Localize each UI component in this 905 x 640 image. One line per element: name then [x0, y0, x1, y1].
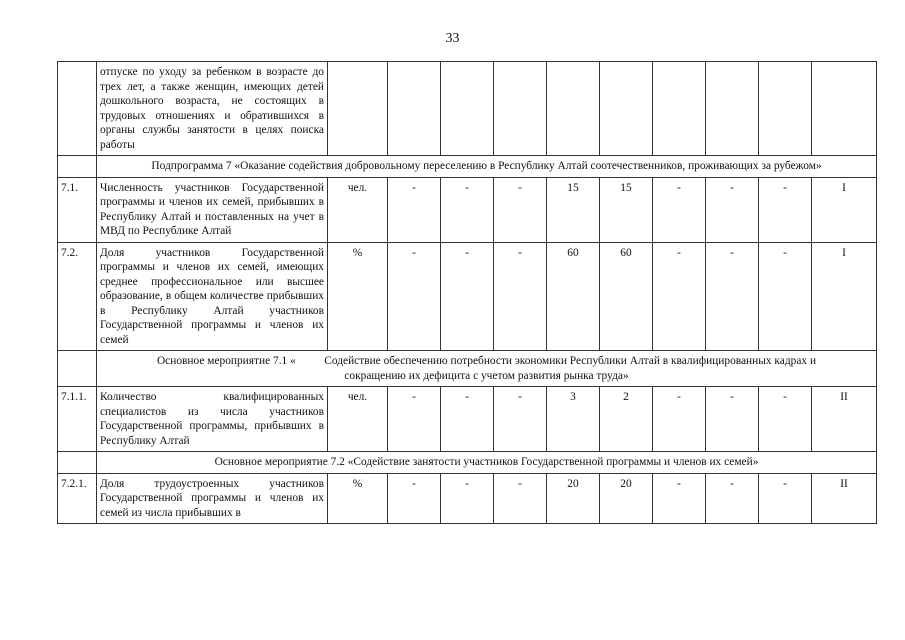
main-activity-7-2-title: Основное мероприятие 7.2 «Содействие занятости участников Государственной программы и членов их семей»: [97, 452, 877, 474]
page-number: 33: [445, 31, 460, 46]
subprogram-heading-row: [58, 156, 877, 178]
table-row-7-1-1: [58, 387, 877, 452]
main-activity-7-2-row: [58, 452, 877, 474]
value-cell: 60: [600, 242, 653, 351]
main-activity-7-1-line2: сокращению их дефицита с учетом развития рынка труда»: [344, 369, 629, 382]
value-cell: 20: [547, 473, 600, 524]
subprogram-7-title: Подпрограмма 7 «Оказание содействия добровольному переселению в Республику Алтай соотечественников, проживающих за рубежом»: [97, 156, 877, 178]
value-cell: -: [388, 177, 441, 242]
value-cell: -: [494, 387, 547, 452]
value-cell: -: [494, 242, 547, 351]
unit-cell: %: [328, 242, 388, 351]
value-cell: -: [653, 473, 706, 524]
value-cell: -: [441, 242, 494, 351]
value-cell: -: [653, 387, 706, 452]
table-row-7-1: [58, 177, 877, 242]
value-cell: -: [706, 242, 759, 351]
value-cell: -: [388, 242, 441, 351]
unit-cell: чел.: [328, 177, 388, 242]
value-cell: 20: [600, 473, 653, 524]
row-description: Доля участников Государственной программы и членов их семей, имеющих среднее профессиональное или высшее образование, в общем количестве прибывших в Республику Алтай участников Государственной программы и членов их семей: [97, 242, 328, 351]
category-cell: I: [812, 242, 877, 351]
value-cell: 2: [600, 387, 653, 452]
category-cell: II: [812, 473, 877, 524]
table-row-7-2-1: [58, 473, 877, 524]
value-cell: -: [441, 177, 494, 242]
value-cell: -: [388, 473, 441, 524]
value-cell: -: [441, 387, 494, 452]
row-number: [58, 62, 97, 156]
row-description: Численность участников Государственной программы и членов их семей, прибывших в Республику Алтай и поставленных на учет в МВД по Республике Алтай: [97, 177, 328, 242]
row-number: 7.2.1.: [58, 473, 97, 524]
table-row-continuation: [58, 62, 877, 156]
unit-cell: %: [328, 473, 388, 524]
row-description: Количество квалифицированных специалистов из числа участников Государственной программы, прибывших в Республику Алтай: [97, 387, 328, 452]
value-cell: -: [759, 177, 812, 242]
indicators-table: [57, 61, 877, 524]
row-description: Доля трудоустроенных участников Государственной программы и членов их семей из числа прибывших в: [97, 473, 328, 524]
value-cell: 3: [547, 387, 600, 452]
value-cell: 15: [547, 177, 600, 242]
value-cell: -: [653, 177, 706, 242]
main-activity-7-1-row: [58, 351, 877, 387]
category-cell: II: [812, 387, 877, 452]
row-description: отпуске по уходу за ребенком в возрасте до трех лет, а также женщин, имеющих детей дошкольного возраста, не состоящих в трудовых отношениях и обратившихся в органы службы занятости в целях поиска работы: [97, 62, 328, 156]
value-cell: -: [494, 473, 547, 524]
value-cell: -: [494, 177, 547, 242]
value-cell: -: [388, 387, 441, 452]
row-number: 7.1.: [58, 177, 97, 242]
value-cell: -: [653, 242, 706, 351]
value-cell: 15: [600, 177, 653, 242]
category-cell: I: [812, 177, 877, 242]
value-cell: -: [706, 473, 759, 524]
value-cell: -: [759, 387, 812, 452]
value-cell: -: [441, 473, 494, 524]
value-cell: -: [706, 387, 759, 452]
value-cell: -: [759, 242, 812, 351]
unit-cell: чел.: [328, 387, 388, 452]
value-cell: -: [759, 473, 812, 524]
main-activity-7-1-line1: Основное мероприятие 7.1 « Содействие обеспечению потребности экономики Республики Алтай в квалифицированных кадрах и: [156, 355, 817, 367]
main-activity-7-1-title: [97, 351, 877, 387]
value-cell: -: [706, 177, 759, 242]
value-cell: 60: [547, 242, 600, 351]
row-number: 7.1.1.: [58, 387, 97, 452]
table-row-7-2: [58, 242, 877, 351]
row-number: 7.2.: [58, 242, 97, 351]
